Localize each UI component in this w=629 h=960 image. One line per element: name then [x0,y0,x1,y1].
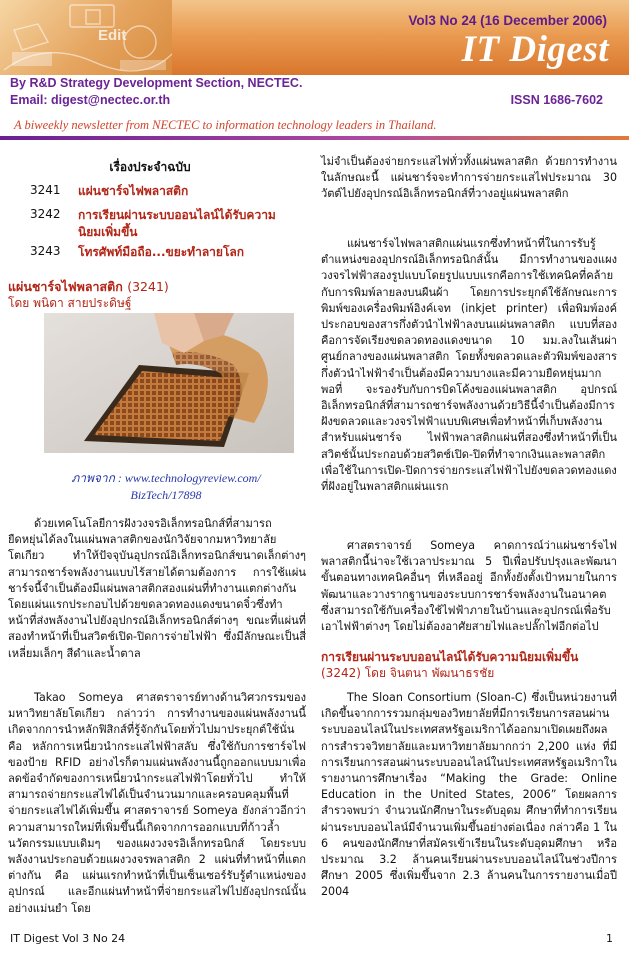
publisher-line: By R&D Strategy Development Section, NECTEC. [10,76,303,90]
issn-line: ISSN 1686-7602 [510,93,603,107]
article1-paragraph: แผ่นชาร์จไฟพลาสติกแผ่นแรกซึ่งทำหน้าที่ในการรับรู้ตำแหน่งของอุปกรณ์อิเล็กทรอนิกส์นั้น มีการทำงานของแผงวงจรไฟฟ้าสองรูปแบบโดยรูปแบบแรกคือการใช้เทคนิคที่คล้ายกับการพิมพ์ลายลงบนผืนผ้า โดยการประยุกต์ใช้ลักษณะการพิมพ์ของเครื่องพิมพ์อิงค์เจท (inkjet printer) เพื่อพิมพ์องค์ประกอบของสารกึ่งตัวนำไฟฟ้าลงบนแผ่นพลาสติก แบบที่สองคือการจัดเรียงขดลวดทองแดงขนาด 10 มม.ลงในเส้นผ่าศูนย์กลางของแผ่นพลาสติก โดยทั้งขดลวดและตัวพิมพ์ของสารกึ่งตัวนำไฟฟ้าจำเป็นต้องมีความบางและมีความยืดหยุ่นมากพอที่ จะรองรับกับการบิดโค้งของแผ่นพลาสติก อุปกรณ์อิเล็กทรอนิกส์ที่สามารถชาร์จพลังงานด้วยวิธีนี้จำเป็นต้องมีการฝังขดลวดและวงจรไฟฟ้าแบบพิเศษเพื่อทำหน้าที่เก็บพลังงาน สำหรับแผ่นชาร์จ ไฟฟ้าพลาสติกแผ่นที่สองซึ่งทำหน้าที่เป็นสวิตช์นั้นประกอบด้วยสวิตช์เปิด-ปิดที่ทำจากเงินและพลาสติกเพื่อใช้ในการเปิด-ปิดการจ่ายกระแสไฟฟ้าไปยังขดลวดทองแดงที่ฝังอยู่ในพลาสติกแผ่นแรก [321,237,617,494]
toc-item-title[interactable]: การเรียนผ่านระบบออนไลน์ได้รับความนิยมเพิ่มขึ้น [78,208,276,239]
volume-info: Vol3 No 24 (16 December 2006) [408,13,607,28]
article2-paragraph: The Sloan Consortium (Sloan-C) ซึ่งเป็นหน่วยงานที่เกิดขึ้นจากการรวมกลุ่มของวิทยาลัยที่มีการเรียนการสอนผ่านระบบออนไลน์ในประเทศสหรัฐอเมริกาได้ออกมาเปิดเผยถึงผลการสำรวจวิทยาลัยและมหาวิทยาลัยมากกว่า 2,200 แห่ง ที่มีการเรียนการสอนผ่านระบบออนไลน์ในประเทศสหรัฐอเมริกาในรายงานการศึกษาเรื่อง “Making the Grade: Online Education in the United States, 2006” โดยผลการสำรวจพบว่า จำนวนนักศึกษาในระดับอุดม ศึกษาที่ทำการเรียนผ่านระบบออนไลน์มีจำนวนเพิ่มขึ้นอย่างต่อเนื่อง กล่าวคือ 1 ใน 6 คนของนักศึกษาที่สมัครเข้าเรียนในระดับอุดมศึกษา หรือประมาณ 3.2 ล้านคนเรียนผ่านระบบออนไลน์ในช่วงปีการศึกษา 2005 ซึ่งเพิ่มขึ้นจาก 2.3 ล้านคนในการรายงานเมื่อปี 2004 [321,691,617,899]
toc-item-title[interactable]: แผ่นชาร์จไฟพลาสติก [78,184,189,198]
photo-caption [26,470,306,504]
newsletter-brand: IT Digest [461,29,609,70]
caption-line[interactable]: BizTech/17898 [130,488,202,502]
caption-line[interactable]: ภาพจาก : www.technologyreview.com/ [71,471,261,485]
toc-item-number: 3241 [30,183,61,197]
article1-number: (3241) [127,279,169,294]
article2-number: (3242) [321,666,361,680]
footer-page-number: 1 [606,932,613,945]
article2-title: การเรียนผ่านระบบออนไลน์ได้รับความนิยมเพิ่มขึ้น [321,650,579,664]
article2-byline [321,664,494,683]
toc-heading: เรื่องประจำฉบับ [109,160,191,174]
article2-author: โดย จินตนา พัฒนาธรชัย [364,666,495,680]
masthead-banner [0,0,629,75]
email-line[interactable]: Email: digest@nectec.or.th [10,93,171,107]
article1-paragraph: ไม่จำเป็นต้องจ่ายกระแสไฟทั่วทั้งแผ่นพลาสติก ด้วยการทำงานในลักษณะนี้ แผ่นชาร์จจะทำการจ่ายกระแสไฟประมาณ 30 วัตต์ไปยังอุปกรณ์อิเล็กทรอนิกส์ที่วางอยู่แผ่นพลาสติก [321,155,617,201]
logo-edit-text: Edit [98,27,127,44]
masthead-logo-art [0,0,172,75]
article1-byline: โดย พนิดา สายประดิษฐ์ [8,296,132,310]
tagline: A biweekly newsletter from NECTEC to information technology leaders in Thailand. [14,118,437,132]
article1-title-text: แผ่นชาร์จไฟพลาสติก [8,279,123,294]
article1-paragraph: ศาสตราจารย์ Someya คาดการณ์ว่าแผ่นชาร์จไฟพลาสติกนี้น่าจะใช้เวลาประมาณ 5 ปีเพื่อปรับปรุงและพัฒนาขั้นตอนทางเทคนิคอื่นๆ ที่เหลืออยู่ อีกทั้งยังตั้งเป้าหมายในการพัฒนาและวางรากฐานของระบบการชาร์จพลังงานในอนาคต ซึ่งสามารถใช้กับเครื่องใช้ไฟฟ้าภายในบ้านและอุปกรณ์เพื่อรับเอาไฟฟ้าต่างๆ โดยไม่ต้องอาศัยสายไฟและปลั๊กไฟอีกต่อไป [321,539,617,634]
article1-photo [44,313,294,453]
toc-item-number: 3242 [30,207,61,221]
logo-collage-icon [0,0,172,75]
article1-paragraph: Takao Someya ศาสตราจารย์ทางด้านวิศวกรรมของมหาวิทยาลัยโตเกียว กล่าวว่า การทำงานของแผ่นพลังงานนี้เกิดจากการนำหลักฟิสิกส์ที่รู้จักกันโดยทั่วไปมาประยุกต์ใช้นั่นคือ หลักการเหนี่ยวนำกระแสไฟฟ้าสลับ ซึ่งใช้กับการชาร์จไฟของป้าย RFID อย่างไรก็ตามแผ่นพลังงานนี้ถูกออกแบบมาเพื่อลดข้อจำกัดของการเหนี่ยวนำกระแสไฟฟ้าโดยทั่วไป ทำให้สามารถจ่ายกระแสไฟได้เป็นจำนวนมากและครอบคลุมพื้นที่จ่ายกระแสไฟได้เพิ่มขึ้น ศาสตราจารย์ Someya ยังกล่าวอีกว่า ความสามารถใหม่ที่เพิ่มขึ้นนี้เกิดจากการออกแบบที่ก้าวล้ำนวัตกรรมแบบเดิมๆ ของแผงวงจรอิเล็กทรอนิกส์ โดยระบบพลังงานประกอบด้วยแผงวงจรพลาสติก 2 แผ่นที่ทำหน้าที่แตกต่างกัน คือ แผ่นแรกทำหน้าที่เป็นเซ็นเซอร์รับรู้ตำแหน่งของอุปกรณ์ และอีกแผ่นทำหน้าที่จ่ายกระแสไฟไปยังอุปกรณ์นั้นอย่างแม่นยำ โดย [8,691,306,915]
footer-issue: IT Digest Vol 3 No 24 [10,932,126,945]
toc-item-title[interactable]: โทรศัพท์มือถือ...ขยะทำลายโลก [78,245,245,259]
article1-paragraph: ด้วยเทคโนโลยีการฝังวงจรอิเล็กทรอนิกส์ที่สามารถยืดหยุ่นได้ลงในแผ่นพลาสติกของนักวิจัยจากมหาวิทยาลัยโตเกียว ทำให้ปัจจุบันอุปกรณ์อิเล็กทรอนิกส์ขนาดเล็กต่างๆ สามารถชาร์จพลังงานแบบไร้สายได้ตามต้องการ การใช้แผ่นชาร์จนี้จำเป็นต้องมีแผ่นพลาสติกสองแผ่นที่ทำงานแตกต่างกัน โดยแผ่นแรกประกอบไปด้วยขดลวดทองแดงขนาดจิ๋วซึ่งทำหน้าที่ส่งพลังงานไปยังอุปกรณ์อิเล็กทรอนิกส์ต่างๆ ขณะที่แผ่นที่สองทำหน้าที่เป็นสวิตช์เปิด-ปิดการจ่ายไฟฟ้า ซึ่งมีลักษณะเป็นสี่เหลี่ยมเล็กๆ สีดำและน้ำตาล [8,517,306,660]
masthead-divider [0,136,629,140]
toc-item-number: 3243 [30,244,61,258]
charging-sheet-photo-icon [44,313,294,453]
